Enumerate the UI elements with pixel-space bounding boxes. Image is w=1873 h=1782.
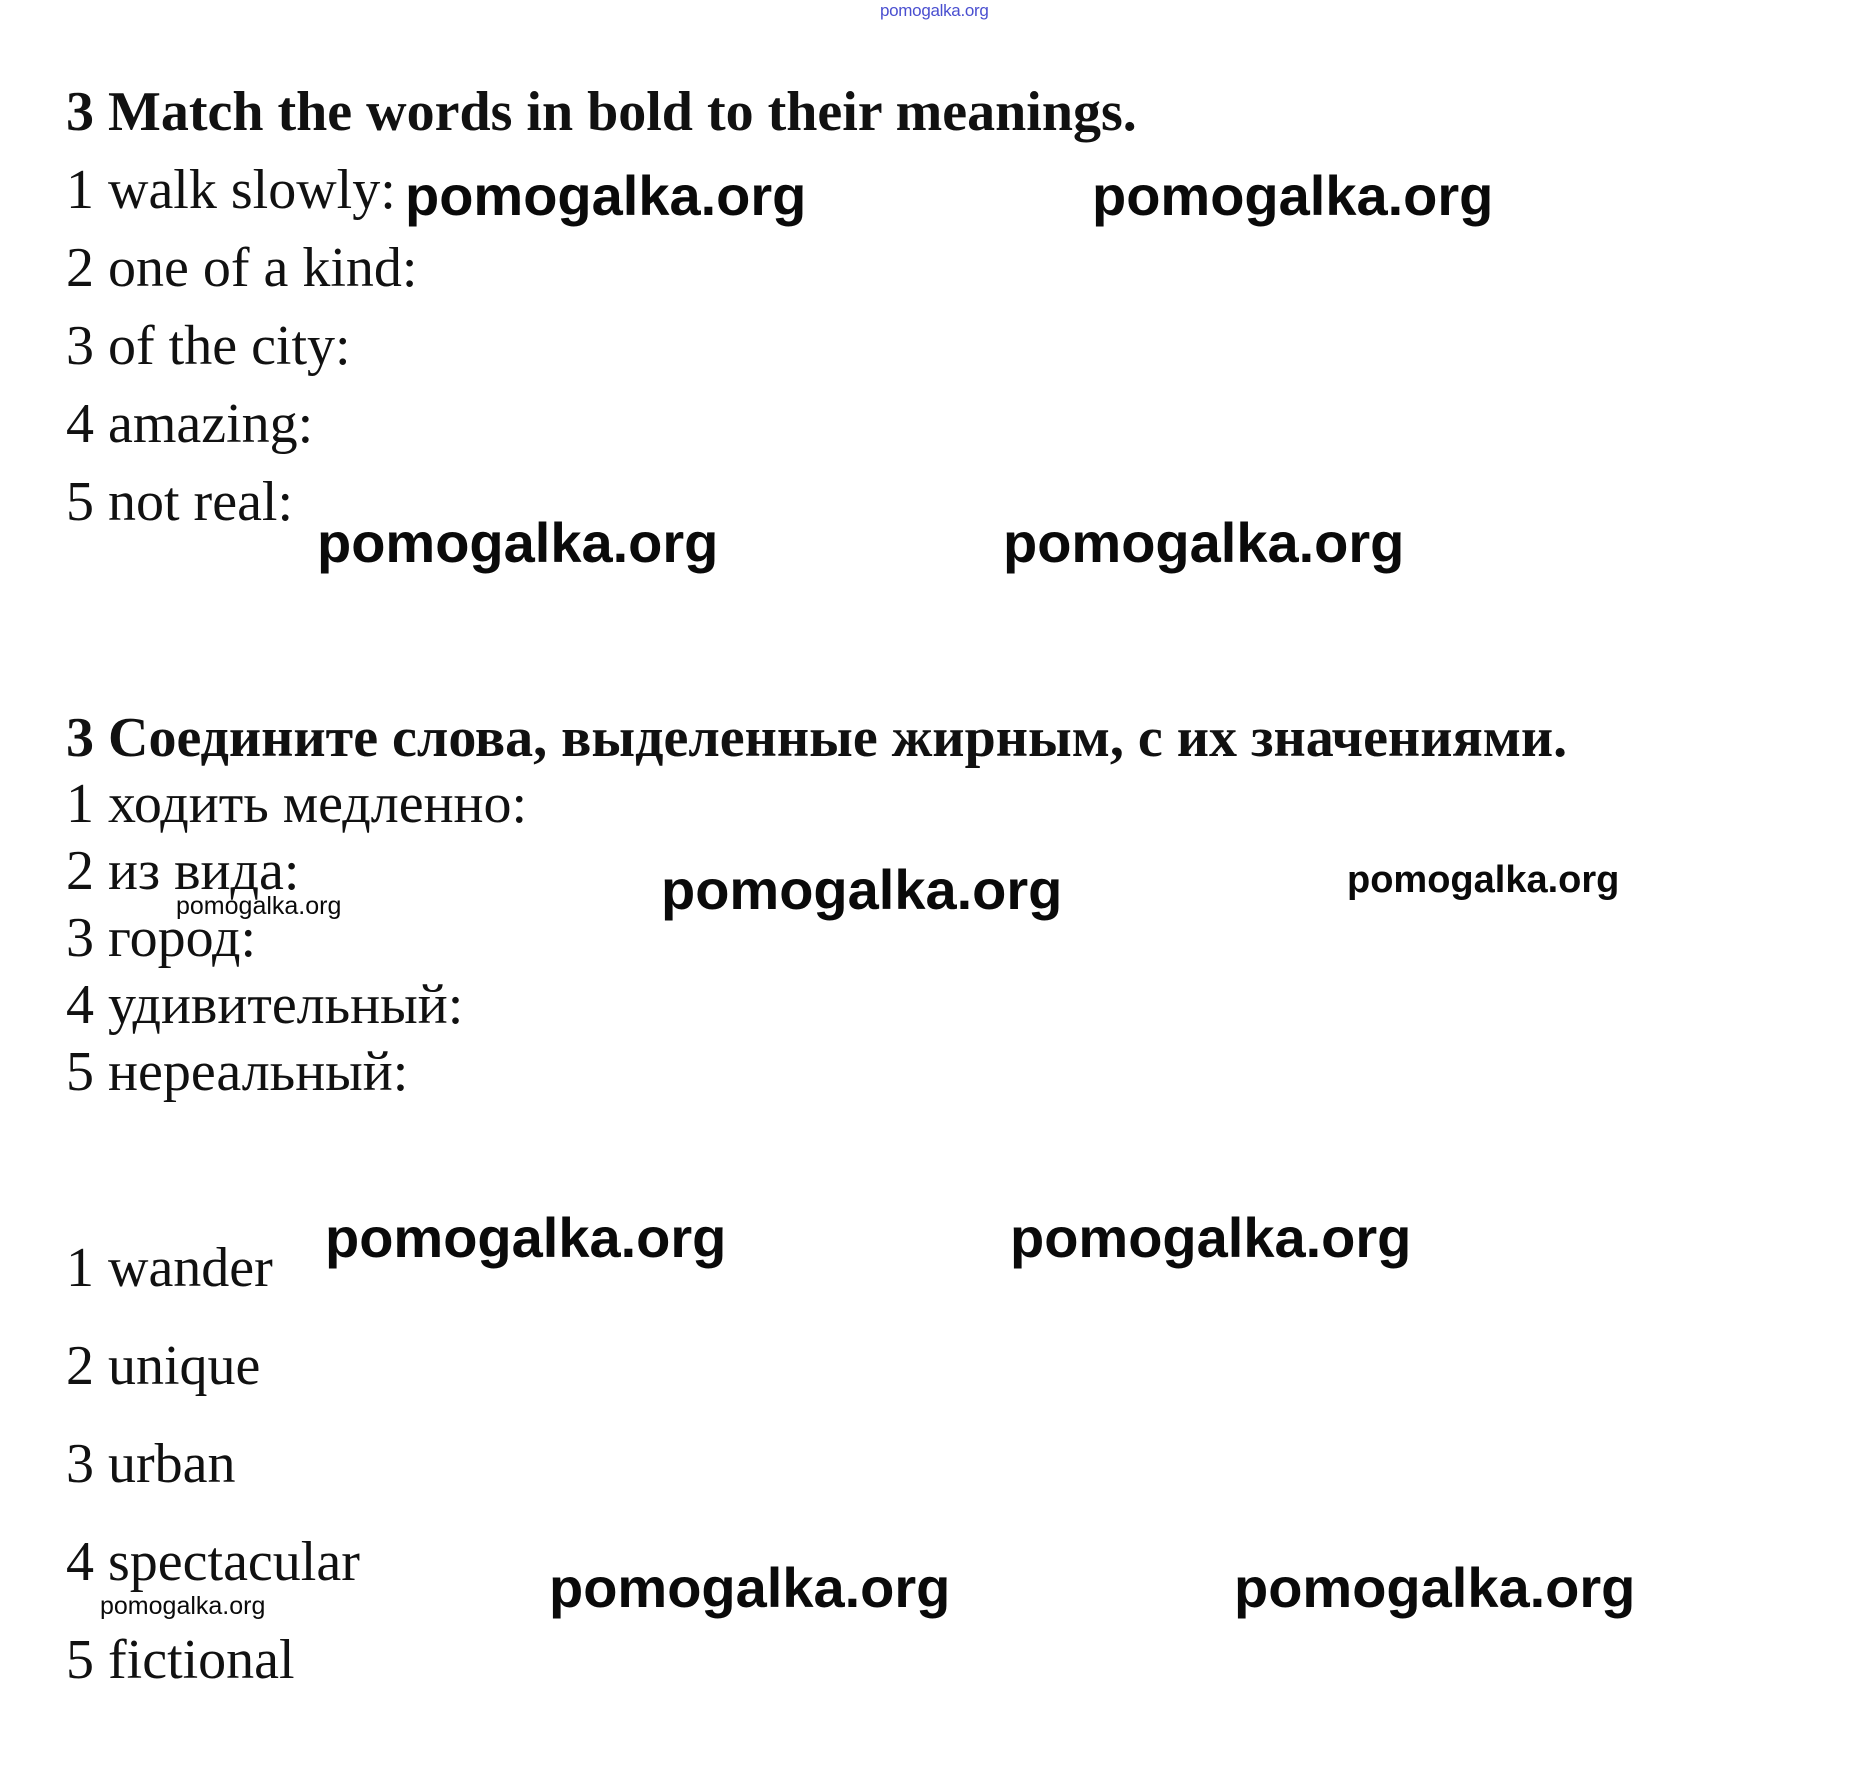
watermark: pomogalka.org (325, 1206, 727, 1269)
english-item-5: 5 not real: (66, 471, 294, 533)
watermark: pomogalka.org (1092, 164, 1494, 227)
top-watermark: pomogalka.org (880, 1, 989, 20)
english-item-1: 1 walk slowly: (66, 159, 396, 221)
answer-item-4: 4 spectacular (66, 1531, 360, 1593)
russian-item-4: 4 удивительный: (66, 974, 464, 1036)
english-item-2: 2 one of a kind: (66, 237, 418, 299)
russian-item-1: 1 ходить медленно: (66, 773, 528, 835)
watermark: pomogalka.org (549, 1556, 951, 1619)
watermark: pomogalka.org (176, 892, 342, 920)
russian-item-3: 3 город: (66, 907, 257, 969)
english-heading: 3 Match the words in bold to their meanings. (66, 81, 1137, 143)
answer-item-5: 5 fictional (66, 1629, 295, 1691)
russian-item-5: 5 нереальный: (66, 1041, 409, 1103)
answer-item-3: 3 urban (66, 1433, 236, 1495)
answer-item-1: 1 wander (66, 1237, 273, 1299)
russian-item-2: 2 из вида: (66, 840, 300, 902)
watermark: pomogalka.org (1347, 859, 1620, 901)
watermark: pomogalka.org (1010, 1206, 1412, 1269)
russian-heading: 3 Соедините слова, выделенные жирным, с их значениями. (66, 707, 1568, 769)
watermark: pomogalka.org (405, 164, 807, 227)
watermark: pomogalka.org (1003, 511, 1405, 574)
watermark: pomogalka.org (317, 511, 719, 574)
watermark: pomogalka.org (661, 858, 1063, 921)
answer-item-2: 2 unique (66, 1335, 261, 1397)
english-item-4: 4 amazing: (66, 393, 314, 455)
watermark: pomogalka.org (100, 1592, 266, 1620)
english-item-3: 3 of the city: (66, 315, 351, 377)
watermark: pomogalka.org (1234, 1556, 1636, 1619)
